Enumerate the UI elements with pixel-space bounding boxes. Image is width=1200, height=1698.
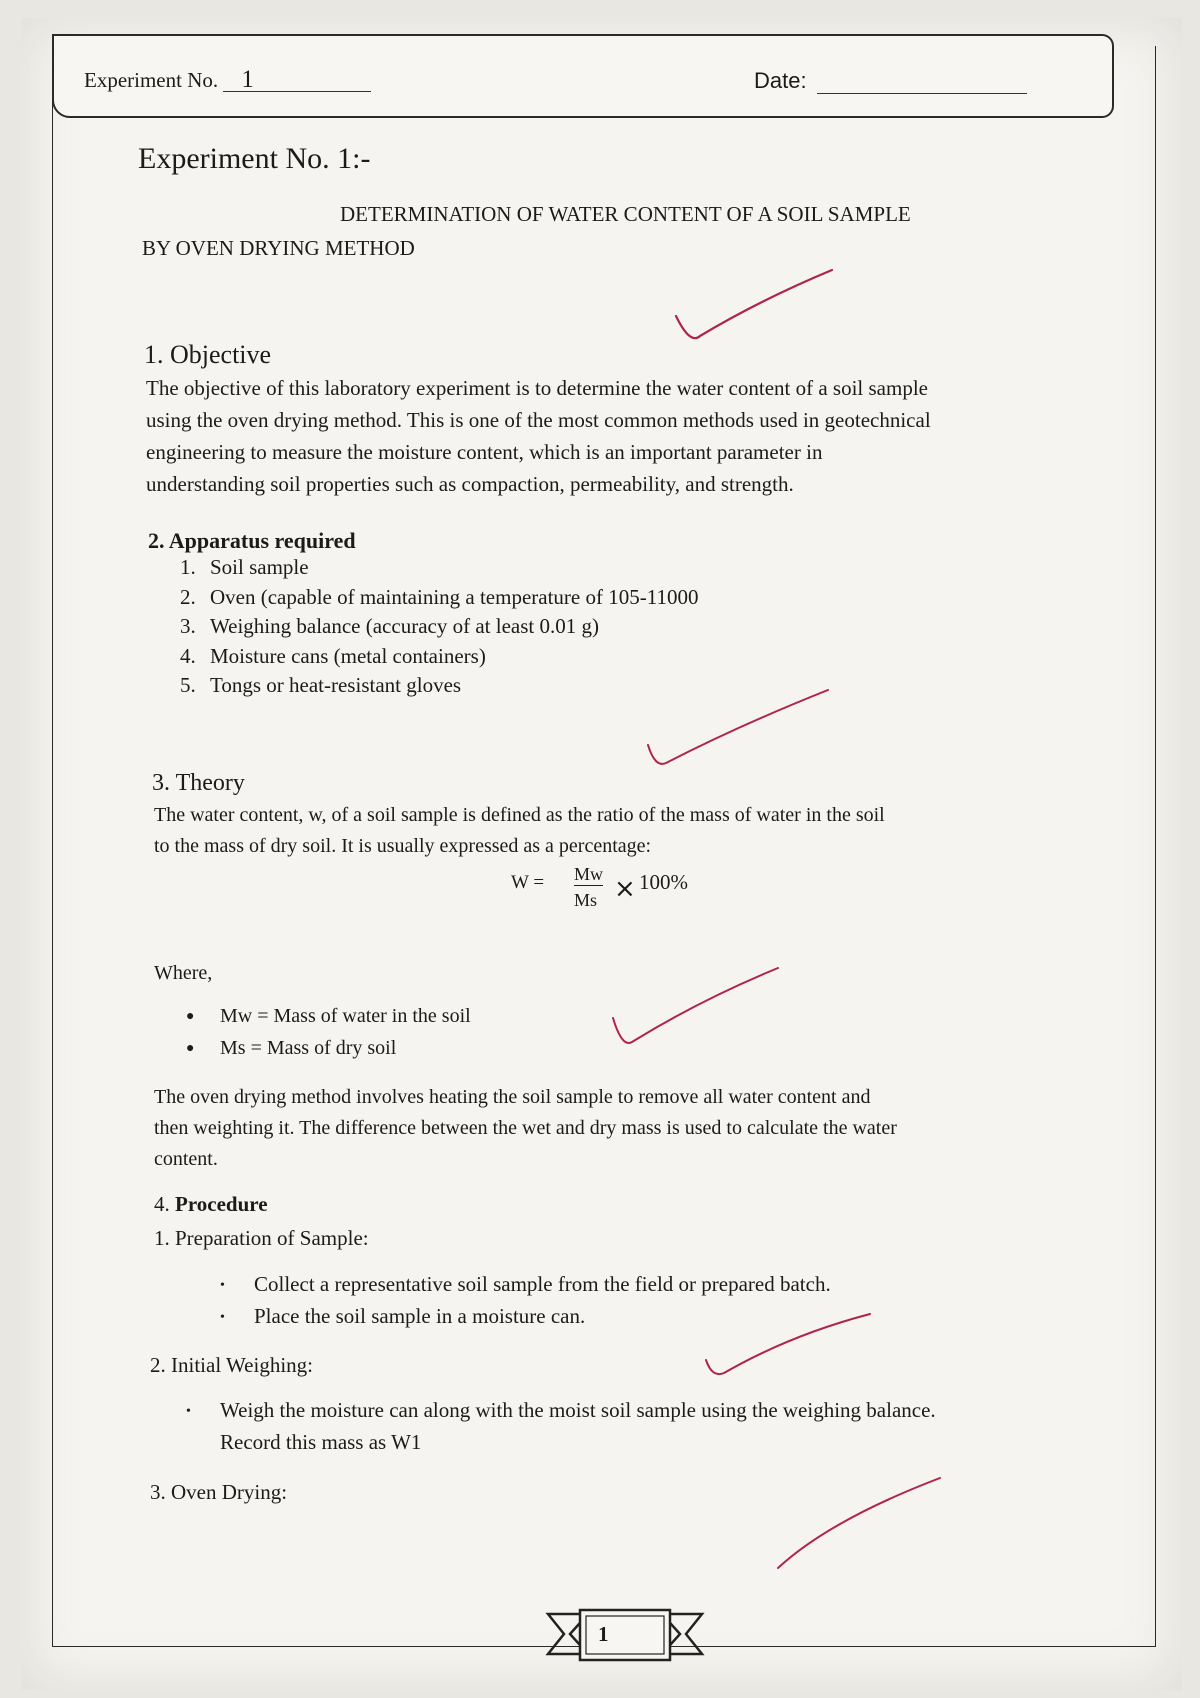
page-number: 1 [598,1622,609,1646]
item-text: Moisture cans (metal containers) [210,643,486,668]
item-text: Oven (capable of maintaining a temperature of 105-11000 [210,584,699,609]
bullet: ● [186,1009,195,1025]
main-title-line2: BY OVEN DRYING METHOD [142,236,415,260]
formula-denominator: Ms [574,890,598,910]
check-mark-icon [778,1478,940,1568]
step-text: Weigh the moisture can along with the moist soil sample using the weighing balance. [220,1398,936,1422]
item-text: Weighing balance (accuracy of at least 0.01 g) [210,614,599,638]
check-mark-icon [676,270,832,338]
experiment-number: 1 [223,69,371,92]
objective-line: engineering to measure the moisture content, which is an important parameter in [146,440,823,464]
objective-line: understanding soil properties such as compaction, permeability, and strength. [146,472,794,496]
objective-line: The objective of this laboratory experiment is to determine the water content of a soil sample [146,376,928,400]
multiply-sign: × [614,874,636,904]
date-label: Date: [754,68,807,93]
explain-line: The oven drying method involves heating the soil sample to remove all water content and [154,1086,871,1108]
bullet: • [220,1278,225,1294]
step-heading: 1. Preparation of Sample: [154,1226,369,1250]
item-text: Tongs or heat-resistant gloves [210,673,462,697]
item-number: 2. [180,584,196,609]
definition-text: Ms = Mass of dry soil [220,1037,397,1059]
bullet: • [220,1310,225,1326]
definition-text: Mw = Mass of water in the soil [220,1005,471,1027]
step-text: Collect a representative soil sample from the field or prepared batch. [254,1272,831,1296]
step-text: Place the soil sample in a moisture can. [254,1304,586,1328]
item-number: 3. [180,614,196,638]
formula-percent: 100% [639,870,688,894]
explain-line: then weighting it. The difference between the wet and dry mass is used to calculate the water [154,1117,897,1139]
objective-line: using the oven drying method. This is one of the most common methods used in geotechnical [146,408,931,432]
item-number: 1. [180,555,196,579]
check-mark-icon [613,968,778,1043]
theory-line: The water content, w, of a soil sample is defined as the ratio of the mass of water in the soil [154,804,885,826]
page-number-badge [540,1600,710,1666]
formula-lhs: W = [511,872,545,893]
theory-heading: 3. Theory [152,770,245,796]
experiment-label: Experiment No. [84,68,219,92]
formula-numerator: Mw [574,864,604,884]
check-mark-icon [648,690,828,764]
step-text: Record this mass as W1 [220,1430,422,1454]
main-title-line1: DETERMINATION OF WATER CONTENT OF A SOIL SAMPLE [340,202,911,226]
where-label: Where, [154,962,213,984]
step-heading: 3. Oven Drying: [150,1480,288,1504]
experiment-title: Experiment No. 1:- [138,142,371,175]
bullet: • [186,1404,191,1420]
theory-line: to the mass of dry soil. It is usually expressed as a percentage: [154,835,652,857]
procedure-number: 4. [154,1192,170,1216]
bullet: ● [186,1041,195,1057]
item-number: 5. [180,673,196,697]
item-number: 4. [180,643,196,668]
item-text: Soil sample [210,555,309,579]
check-mark-icon [706,1314,870,1374]
objective-heading: 1. Objective [144,340,272,369]
apparatus-heading: 2. Apparatus required [148,528,356,553]
explain-line: content. [154,1148,218,1170]
procedure-title: Procedure [175,1192,268,1216]
step-heading: 2. Initial Weighing: [150,1353,313,1377]
